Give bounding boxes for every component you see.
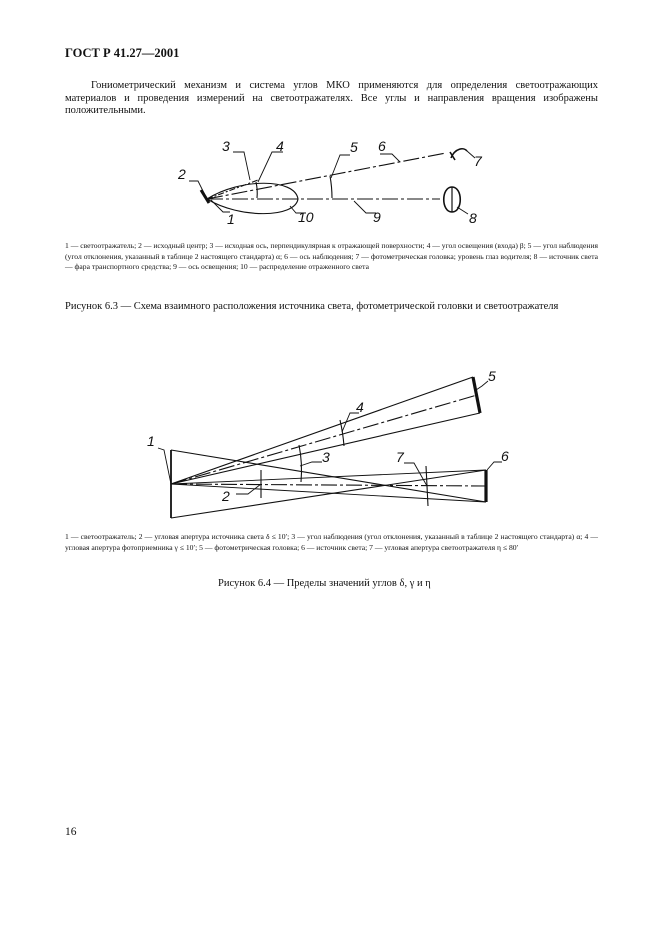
page-number: 16 [65,826,77,838]
angle-alpha-arc [330,176,332,198]
leader-3 [233,152,250,180]
photometric-head-mark [473,377,480,413]
fig2-label-6: 6 [501,448,509,464]
fig2-leader-5 [476,381,488,390]
fig1-label-8: 8 [469,210,477,226]
figure-6-4-diagram [0,362,661,522]
figure-6-3-legend [65,241,598,273]
source-aperture-lower [171,484,486,502]
fig1-label-3: 3 [222,138,230,154]
fig1-label-7: 7 [474,153,482,169]
figure-6-3-legend-text: 1 — светоотражатель; 2 — исходный центр; 3 — исходная ось, перпендикулярная к отражающей поверхности; 4 — угол освещения (входа) β; 5 — угол наблюдения (угол отклонения, указанный в таблице 2 настоящего стандарта) α; 6 — ось наблюдения; 7 — фотометрическая головка; уровень глаз водителя; 8 — источник света — фара транспортного средства; 9 — ось освещения; 10 — распределение отраженного света [65,241,598,271]
illumination-axis [171,484,486,486]
observation-axis [207,153,446,199]
observation-axis [171,395,477,484]
leader-8 [457,207,468,214]
fig1-label-6: 6 [378,138,386,154]
figure-6-3-caption: Рисунок 6.3 — Схема взаимного расположения источника света, фотометрической головки и светоотражателя [65,301,559,312]
fig2-label-1: 1 [147,433,155,449]
document-header: ГОСТ Р 41.27—2001 [65,46,180,60]
fig2-label-3: 3 [322,449,330,465]
fig2-leader-1 [158,448,171,484]
figure-6-4-legend-text: 1 — светоотражатель; 2 — угловая апертура источника света δ ≤ 10′; 3 — угол наблюдения (угол отклонения, указанный в таблице 2 настоящего стандарта) α; 4 — угловая апертура фотоприемника γ ≤ 10′; 5 — фотометрическая головка; 6 — источник света; 7 — угловая апертура светоотражателя η ≤ 80′ [65,532,598,552]
fig1-label-10: 10 [298,209,314,225]
figure-6-3-diagram [0,130,661,240]
fig1-label-1: 1 [227,211,235,227]
fig2-leader-7 [404,463,427,486]
fig1-label-4: 4 [276,138,284,154]
fig2-label-2: 2 [222,488,230,504]
reference-axis [207,180,258,199]
fig2-label-4: 4 [356,399,364,415]
angle-alpha-arc [299,445,302,482]
leader-4 [258,152,283,182]
reflector-mark [201,190,209,203]
fig1-label-9: 9 [373,209,381,225]
fig2-label-5: 5 [488,368,496,384]
fig2-leader-3 [300,462,322,466]
figure-6-4-caption: Рисунок 6.4 — Пределы значений углов δ, γ и η [218,578,431,589]
fig1-label-5: 5 [350,139,358,155]
fig2-label-7: 7 [396,449,404,465]
figure-6-4-legend [65,532,598,553]
fig2-leader-6 [487,462,502,470]
head-cone-upper [171,377,473,484]
leader-6 [380,154,400,162]
fig1-label-2: 2 [178,166,186,182]
intro-paragraph: Гониометрический механизм и система углов МКО применяются для определения светоотражающих материалов и проведения измерений на светоотражателях. Все углы и направления вращения изображены положительными. [65,80,598,116]
